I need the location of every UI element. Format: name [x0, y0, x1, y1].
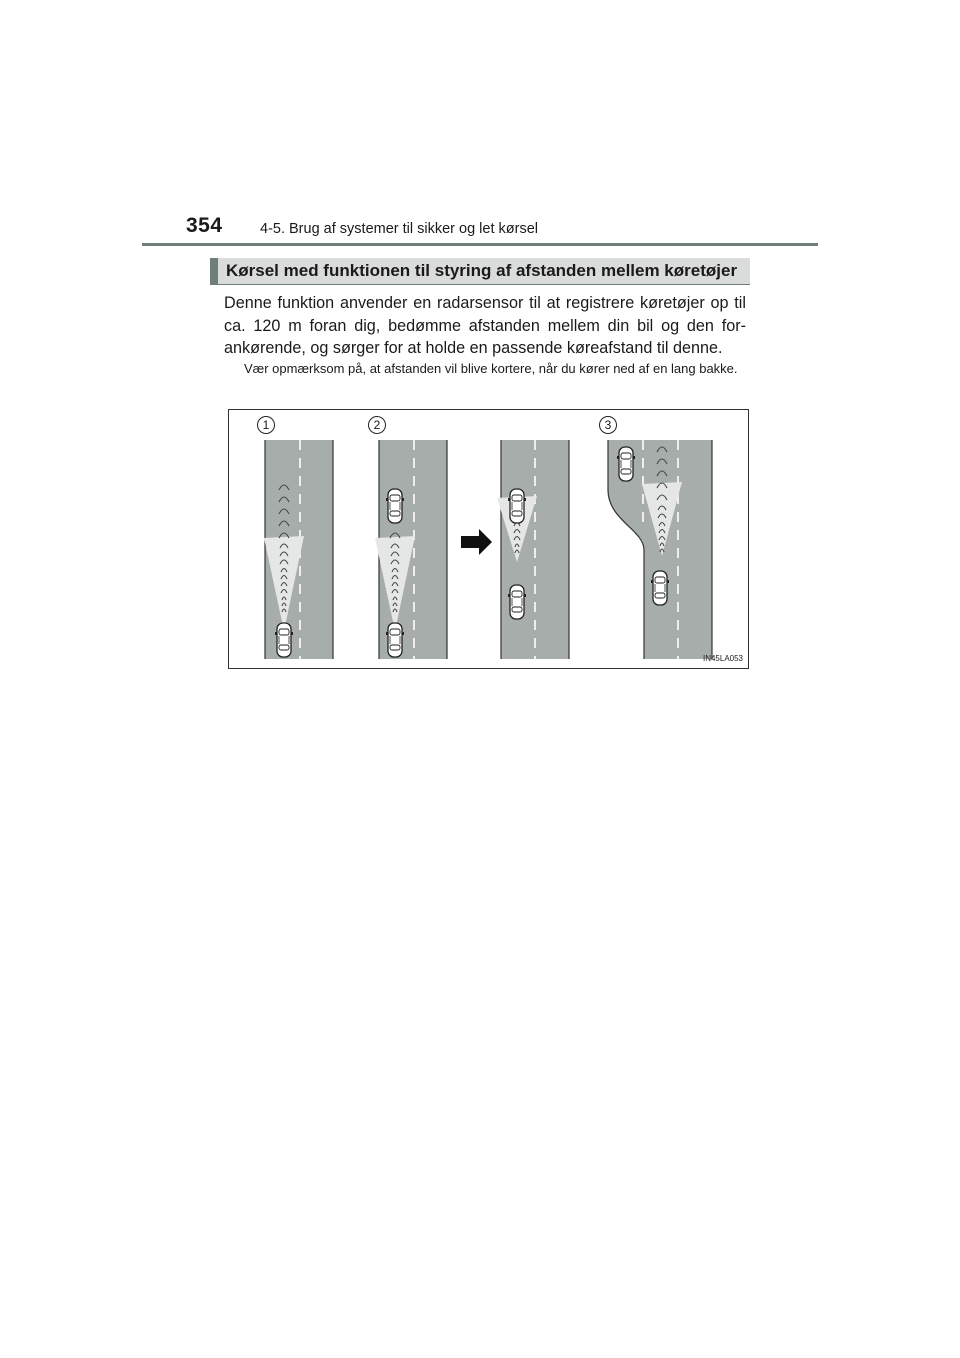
distance-control-figure: [228, 409, 749, 669]
figure-id: IN45LA053: [702, 654, 743, 663]
chapter-title: 4-5. Brug af systemer til sikker og let kørsel: [260, 221, 538, 237]
header-rule: [142, 243, 818, 246]
road-scene-2: [375, 440, 447, 659]
road-scene-4: [608, 440, 712, 659]
page-number: 354: [186, 214, 223, 237]
figure-drawing: [229, 410, 748, 668]
step-1-label: 1: [257, 416, 275, 434]
section-heading-box: [210, 258, 750, 284]
section-underline: [210, 284, 750, 285]
transition-arrow-icon: [461, 529, 492, 555]
note-paragraph: Vær opmærksom på, at afstanden vil blive kortere, når du kører ned af en lang bakke.: [244, 361, 738, 376]
road-scene-1: [264, 440, 333, 659]
step-2-label: 2: [368, 416, 386, 434]
section-heading: Kørsel med funktionen til styring af afstanden mellem køretøjer: [226, 261, 738, 280]
road-scene-3: [497, 440, 569, 659]
step-3-label: 3: [599, 416, 617, 434]
section-heading-bar: [210, 258, 218, 284]
body-paragraph: Denne funktion anvender en radarsensor til at registrere køretøjer op til ca. 120 m foran dig, bedømme afstanden mellem din bil og den for-ankørende, og sørger for at holde en passende køreafstand til denne.: [224, 294, 746, 357]
